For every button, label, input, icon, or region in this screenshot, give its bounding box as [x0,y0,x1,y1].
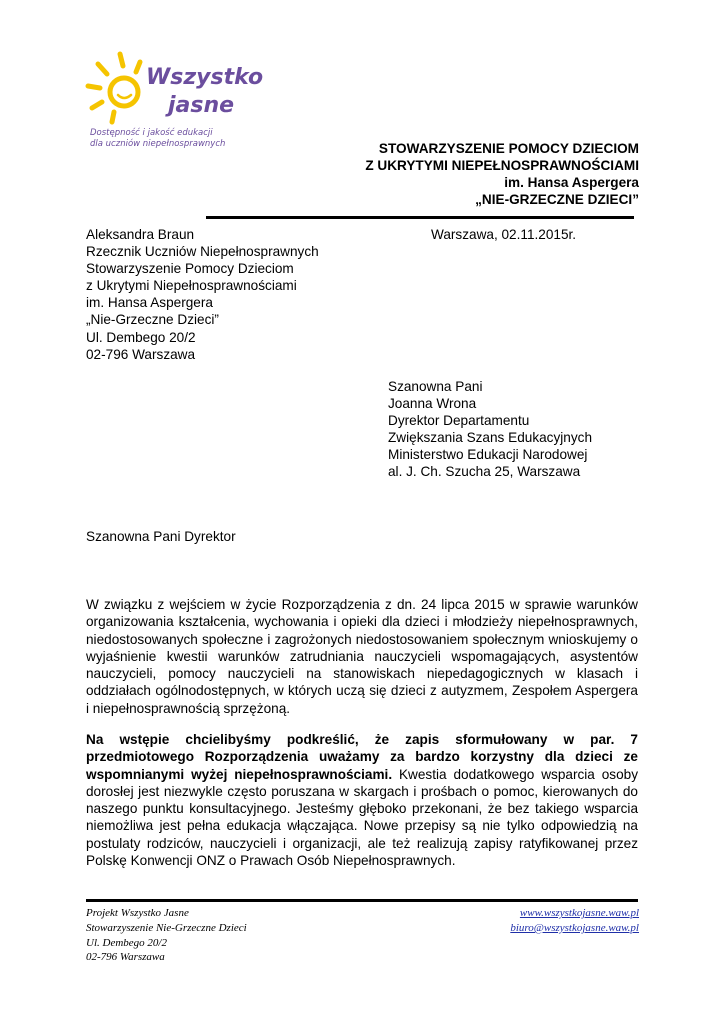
footer-contact [379,906,639,936]
footer-line: 02-796 Warszawa [86,951,165,964]
email-link[interactable]: biuro@wszystkojasne.waw.pl [510,921,639,934]
recipient-line: Szanowna Pani [388,379,483,394]
sender-address [86,226,406,363]
sender-line: im. Hansa Aspergera [86,295,213,311]
body-paragraph-2 [86,731,638,869]
footer-address [86,906,386,965]
website-link[interactable]: www.wszystkojasne.waw.pl [519,907,639,919]
letter-date: Warszawa, 02.11.2015r. [431,227,577,242]
recipient-line: Dyrektor Departamentu [388,413,530,429]
salutation: Szanowna Pani Dyrektor [86,529,236,544]
tagline-line: dla uczniów niepełnosprawnych [90,139,226,149]
org-header-line: „NIE-GRZECZNE DZIECI” [475,192,639,207]
logo-wordmark-line1: Wszystko [146,65,264,90]
recipient-line: Zwiększania Szans Edukacyjnych [388,430,592,446]
org-header-line: im. Hansa Aspergera [504,175,639,190]
organization-header [299,140,639,208]
footer-line: Ul. Dembego 20/2 [86,936,167,949]
footer-line: Projekt Wszystko Jasne [86,907,189,919]
recipient-line: al. J. Ch. Szucha 25, Warszawa [388,464,581,480]
sender-line: Ul. Dembego 20/2 [86,329,196,345]
recipient-address [388,378,648,481]
sender-line: Rzecznik Uczniów Niepełnosprawnych [86,244,319,260]
tagline-line: Dostępność i jakość edukacji [90,128,213,138]
sender-line: „Nie-Grzeczne Dzieci” [86,312,219,328]
footer-divider [86,899,638,902]
sun-icon [84,50,284,130]
header-divider [206,216,634,219]
recipient-line: Ministerstwo Edukacji Narodowej [388,447,588,463]
org-header-line: Z UKRYTYMI NIEPEŁNOSPRAWNOŚCIAMI [365,158,639,173]
recipient-line: Joanna Wrona [388,396,477,412]
logo-wordmark-line2: jasne [168,93,235,118]
body-paragraph-1: W związku z wejściem w życie Rozporządzenia z dn. 24 lipca 2015 w sprawie warunków organizowania kształcenia, wychowania i opieki dla dzieci i młodzieży niepełnosprawnych, niedostosowanych społeczne i zagrożonych niedostosowaniem społecznym wnioskujemy o wyjaśnienie kwestii warunków zatrudniania nauczycieli wspomagających, asystentów nauczycieli, pomocy nauczycieli na stanowiskach niepedagogicznych w klasach i oddziałach ogólnodostępnych, w których uczą się dzieci z autyzmem, Zespołem Aspergera i niepełnosprawnością sprzężoną. [86,597,638,716]
sender-line: Aleksandra Braun [86,227,195,242]
body-paragraph-2-rest: Kwestia dodatkowego wsparcia osoby dorosłej jest niezwykle często poruszana w skargach i prośbach o pomoc, kierowanych do naszego punktu konsultacyjnego. Jesteśmy głęboko przekonani, że bez takiego wsparcia niemożliwa jest pełna edukacja włączająca. Nowe przepisy są nie tylko odpowiedzią na postulaty rodziców, nauczycieli i organizacji, ale też realizują zapisy ratyfikowanej przez Polskę Konwencji ONZ o Prawach Osób Niepełnosprawnych. [86,766,638,869]
sender-line: z Ukrytymi Niepełnosprawnościami [86,278,297,294]
org-header-line: STOWARZYSZENIE POMOCY DZIECIOM [378,141,639,156]
sender-line: 02-796 Warszawa [86,346,196,362]
body-paragraph-2-bold: Na wstępie chcielibyśmy podkreślić, że zapis sformułowany w par. 7 przedmiotowego Rozporządzenia uważamy za bardzo korzystny dla dzieci ze wspomnianymi wyżej niepełnosprawnościami. [86,732,638,782]
logo-tagline [90,128,260,150]
sender-line: Stowarzyszenie Pomocy Dzieciom [86,261,294,277]
footer-line: Stowarzyszenie Nie-Grzeczne Dzieci [86,921,247,934]
